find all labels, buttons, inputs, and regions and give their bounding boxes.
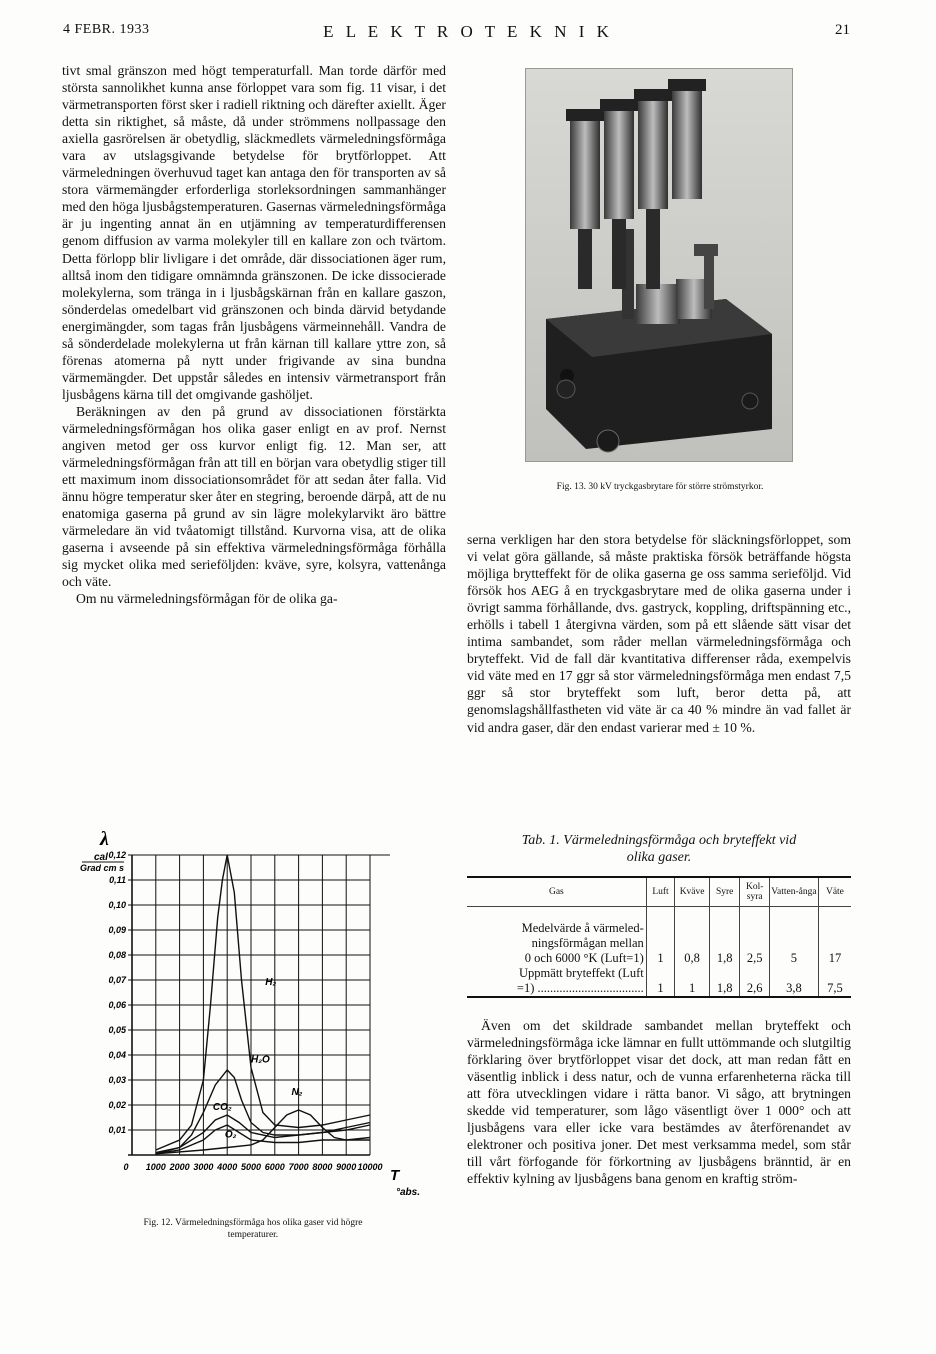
y-axis-symbol: λ xyxy=(100,828,109,850)
y-tick-label: 0,10 xyxy=(108,900,126,910)
col-header-syre: Syre xyxy=(709,877,740,907)
journal-title: E L E K T R O T E K N I K xyxy=(323,22,613,41)
x-tick-label: 7000 xyxy=(288,1162,309,1172)
y-tick-label: 0,11 xyxy=(109,875,126,885)
table-cell: 3,8 xyxy=(769,966,818,997)
table-cell: 1 xyxy=(646,966,675,997)
y-tick-label: 0,02 xyxy=(108,1100,126,1110)
col-header-luft: Luft xyxy=(646,877,675,907)
y-tick-label: 0,09 xyxy=(108,925,126,935)
y-unit-denominator: Grad cm s xyxy=(80,863,125,873)
fig12-caption: Fig. 12. Värmeledningsförmåga hos olika gaser vid högre temperaturer. xyxy=(143,1218,363,1240)
y-tick-label: 0,03 xyxy=(108,1075,126,1085)
right-column-top xyxy=(467,531,851,736)
table-cell: 17 xyxy=(818,921,851,966)
row-label xyxy=(467,921,646,966)
y-tick-label: 0,08 xyxy=(108,950,126,960)
y-tick-label: 0,01 xyxy=(108,1125,126,1135)
table-cell: 0,8 xyxy=(675,921,710,966)
table-header-row xyxy=(467,877,851,907)
chart-series xyxy=(156,855,370,1154)
x-tick-label: 6000 xyxy=(264,1162,285,1172)
col-header-kvave: Kväve xyxy=(675,877,710,907)
col-header-vattenanga: Vatten-ånga xyxy=(769,877,818,907)
x-tick-label: 2000 xyxy=(169,1162,190,1172)
left-paragraph-2: Beräkningen av den på grund av dissociationen förstärkta värmeledningsförmågan hos olika gaser enligt en av prof. Nernst angiven metod ger oss kurvor enligt fig. 12. Man ser, att värmeledningsförmågan från att till en början vara obetydlig stiger till ett maximum inom dissociationsområdet för att sedan åter falla. Vid ännu högre temperatur sker åter en stegring, beroende därpå, att de nu enatomiga gaserna på grund av sin lägre molekylarvikt äro bättre värmeledare än vid tvåatomigt tillstånd. Kurvorna visa, att de olika gaserna i avseende på sin effektiva värmeledningsförmåga förhålla sig mycket olika med serieföljden: kväve, syre, kolsyra, vattenånga och väte. xyxy=(62,403,446,590)
y-unit-numerator: cal xyxy=(94,852,108,863)
series-label: N₂ xyxy=(291,1087,303,1098)
table-row xyxy=(467,966,851,997)
table-cell: 5 xyxy=(769,921,818,966)
col-header-vate: Väte xyxy=(818,877,851,907)
x-tick-label: 3000 xyxy=(193,1162,214,1172)
series-label: H₂ xyxy=(265,977,277,988)
right-paragraph-2: Även om det skildrade sambandet mellan bryteffekt och värmeledningsförmåga icke lämnar en fullt uttömmande och slutgiltig förklaring över brytförloppet visar det dock, att man redan fått en väsentlig inblick i dess natur, och de vunna erfarenheterna räcka till att föra utvecklingen vidare i rätta banor. Vi sågo, att brytningen skedde vid temperaturer, som lågo väsentligt över 1 000° och att ljusbågens vara eller icke vara bestämdes av återförenandet av elektroner och positiva joner. Det mest verksamma medel, som står till vårt förfogande för förkortning av ljusbågens bränntid, är en effektiv kylning av ljusbågens bana genom en kraftig ström- xyxy=(467,1018,851,1187)
table-cell: 1,8 xyxy=(709,966,740,997)
x-tick-label: 4000 xyxy=(217,1162,238,1172)
left-paragraph-3: Om nu värmeledningsförmågan för de olika ga- xyxy=(76,591,338,607)
series-line xyxy=(156,855,370,1150)
x-tick-label: 9000 xyxy=(336,1162,357,1172)
left-column xyxy=(62,62,446,608)
x-tick-label: 5000 xyxy=(240,1162,262,1172)
table-title-line-2: olika gaser. xyxy=(626,850,692,865)
page-date: 4 FEBR. 1933 xyxy=(63,22,150,37)
row-label-line: Medelvärde å värmeled- xyxy=(521,921,644,935)
table-title-line-1: Tab. 1. Värmeledningsförmåga och bryteffekt vid xyxy=(521,833,797,848)
x-tick-label: 1000 xyxy=(145,1162,166,1172)
table-cell: 1 xyxy=(675,966,710,997)
left-paragraph-1: tivt smal gränszon med högt temperaturfall. Man torde därför med största sannolikhet kunna anse förloppet vara som fig. 11 visar, i det värmetransporten först sker i radiell riktning och därefter axiellt. Äger detta sin riktighet, så måste, då under strömmens nollpassage den axiella gasrörelsen är obetydlig, släckmedlets värmeledningsförmåga vara av utslagsgivande betydelse för brytförloppet. Att värmeledningen överhuvud taget kan antaga den för transporten av så stora värmemängder erforderliga storleksordningen sammanhänger med den höga ljusbågstemperaturen. Gasernas värmeledningsförmåga är ju ingenting annat än en utjämning av temperaturdifferensen genom diffusion av varma molekyler till en kallare zon och tvärtom. Detta förlopp blir livligare i det område, där dissociationen äger rum, alltså inom den tidigare omnämnda gränszonen. De icke dissocierade molekylerna, som tränga in i ljusbågskärnan från en kallare gaszon, sönderdelas omedelbart vid gränszonen och binda därvid betydande energimängder, som tagas från ljusbågens värmeinnehåll. Vandra de så sönderdelade molekylerna ut från kärnan till kallare yttre zon, så förenas atomerna på nytt under frigivande av sina bundna värmemängder. Det uppstår således en intensiv värmetransport från ljusbågens kärna till det omgivande gashöljet. xyxy=(62,63,446,402)
col-header-gas: Gas xyxy=(467,877,646,907)
row-label-line: Uppmätt bryteffekt (Luft xyxy=(519,966,644,980)
fig13-caption: Fig. 13. 30 kV tryckgasbrytare för större strömstyrkor. xyxy=(556,482,764,492)
y-tick-label: 0,07 xyxy=(108,975,126,985)
right-column-bottom xyxy=(467,1017,851,1187)
table-cell: 2,6 xyxy=(740,966,770,997)
breaker-photo xyxy=(525,68,793,462)
table-cell: 2,5 xyxy=(740,921,770,966)
y-tick-label: 0,06 xyxy=(108,1000,126,1010)
chart-grid xyxy=(128,855,390,1155)
table-title xyxy=(467,832,851,866)
x-tick-label: 0 xyxy=(123,1162,129,1172)
row-label xyxy=(467,966,646,997)
y-tick-label: 0,12 xyxy=(108,850,126,860)
right-paragraph-1: serna verkligen har den stora betydelse för släckningsförloppet, som vi velat göra gällande, så måste praktiska försök beträffande högsta möjliga brytteffekt för de olika gaserna ge oss samma serieföljd. Vid försök hos AEG å en tryckgasbrytare med de olika gaserna under i övrigt samma förhållande, dvs. gastryck, koppling, driftspänning etc., erhölls i tabell 1 återgivna värden, som på ett slående sätt visar det intima sambandet, som råder mellan värmeledningsförmåga och bryteffekt. Vid de fall där kvantitativa differenser råda, exempelvis vid väte med en 17 ggr så stor värmeledningsförmåga men endast 7,5 ggr så stor bryteffekt som luft, beror detta på, att genomslagshållfastheten vid väte är ca 40 % mindre än vad fallet är vid andra gaser, där den endast varierar med ± 10 %. xyxy=(467,532,851,735)
x-tick-label: 8000 xyxy=(312,1162,333,1172)
row-label-line: ningsförmågan mellan xyxy=(531,936,644,950)
y-tick-label: 0,04 xyxy=(108,1050,126,1060)
fig12-chart xyxy=(80,825,440,1210)
table-cell: 7,5 xyxy=(818,966,851,997)
breaker-photo-image xyxy=(526,69,792,461)
x-axis-symbol: T xyxy=(390,1167,400,1184)
table-row xyxy=(467,921,851,966)
table-cell: 1,8 xyxy=(709,921,740,966)
series-label: H₂O xyxy=(251,1054,270,1066)
data-table xyxy=(467,876,851,998)
x-axis-unit: °abs. xyxy=(396,1187,421,1198)
series-label: CO₂ xyxy=(212,1102,232,1113)
series-line xyxy=(156,1115,370,1154)
y-tick-label: 0,05 xyxy=(108,1025,126,1035)
x-tick-label: 10000 xyxy=(357,1162,383,1172)
col-header-kolsyra: Kol-syra xyxy=(740,877,770,907)
series-label: O₂ xyxy=(224,1129,237,1141)
page-number: 21 xyxy=(835,22,850,38)
row-label-line: 0 och 6000 °K (Luft=1) xyxy=(524,951,644,965)
table-cell: 1 xyxy=(646,921,675,966)
row-label-line: =1) .................................. xyxy=(516,981,644,995)
